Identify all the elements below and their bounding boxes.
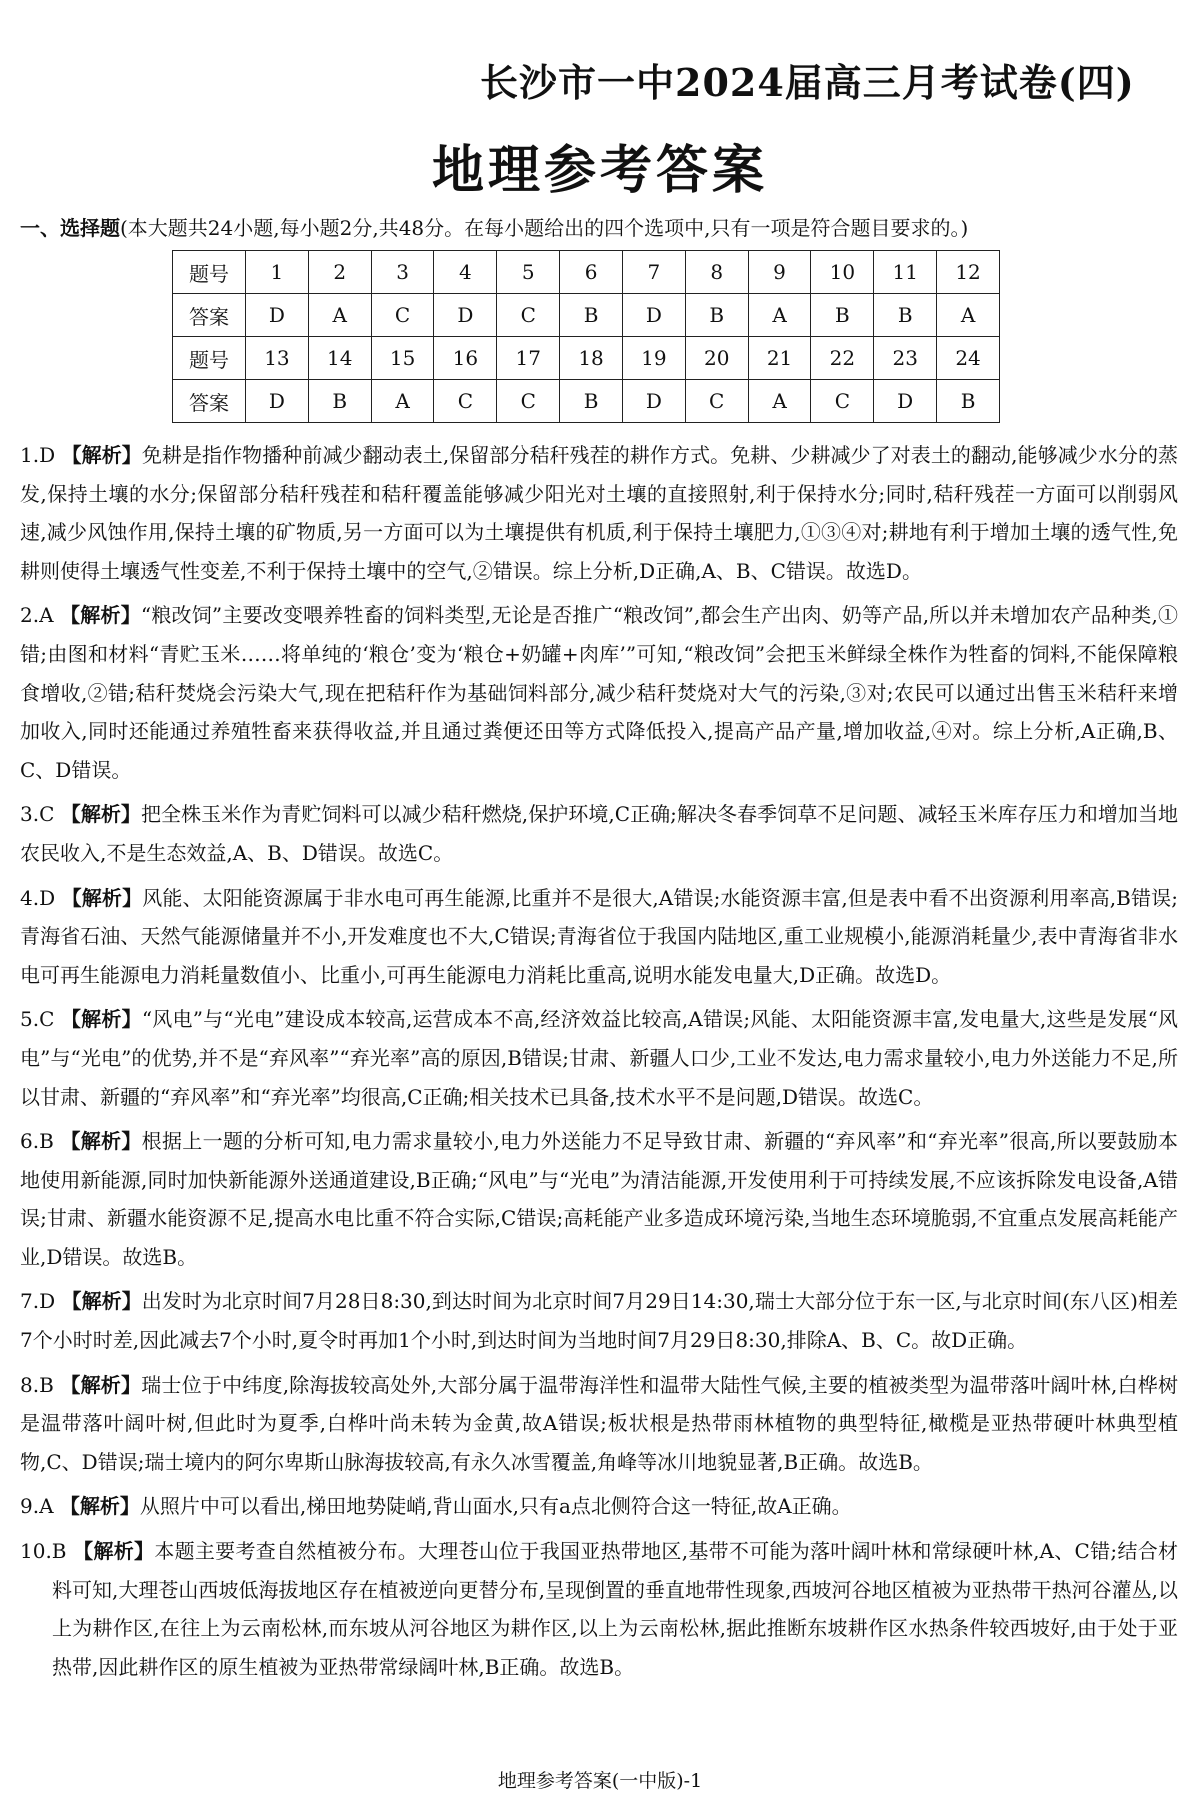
answer-table-cell: 9 [748,251,811,294]
question-answer: 9.A [20,1494,54,1519]
analysis-text: 从照片中可以看出,梯田地势陡峭,背山面水,只有a点北侧符合这一特征,故A正确。 [139,1494,852,1519]
question-answer: 6.B [20,1129,54,1154]
question-answer: 8.B [20,1372,54,1397]
section-instruction: (本大题共24小题,每小题2分,共48分。在每小题给出的四个选项中,只有一项是符合题目要求的。) [120,216,969,240]
page-title: 地理参考答案 [431,140,768,201]
answer-table-cell: 22 [811,337,874,380]
answer-table-row [173,294,1000,337]
answer-table-cell: A [748,380,811,423]
answer-table-cell: 2 [308,251,371,294]
answer-table [172,250,1000,423]
answer-table-cell: 16 [434,337,497,380]
answer-table-cell: D [434,294,497,337]
answer-table-row-label: 答案 [173,380,246,423]
explanation-item [20,1000,1178,1116]
answer-table-cell: 8 [685,251,748,294]
answer-table-cell: 12 [937,251,1000,294]
answer-table-row-label: 题号 [173,337,246,380]
answer-table-cell: D [622,294,685,337]
question-answer: 5.C [20,1007,55,1032]
analysis-text: “风电”与“光电”建设成本较高,运营成本不高,经济效益比较高,A错误;风能、太阳能资源丰富,发电量大,这些是发展“风电”与“光电”的优势,并不是“弃风率”“弃光率”高的原因,B错误;甘肃、新疆人口少,工业不发达,电力需求量较小,电力外送能力不足,所以甘肃、新疆的“弃风率”和“弃光率”均很高,C正确;相关技术已具备,技术水平不是问题,D错误。故选C。 [20,1007,1179,1109]
question-answer: 7.D [20,1289,56,1314]
answer-table-cell: 21 [748,337,811,380]
answer-table-cell: B [874,294,937,337]
answer-table-cell: 7 [622,251,685,294]
explanation-item [20,1487,1178,1526]
analysis-tag: 【解析】 [60,1372,142,1397]
answer-table-cell: A [371,380,434,423]
analysis-text: 风能、太阳能资源属于非水电可再生能源,比重并不是很大,A错误;水能资源丰富,但是表中看不出资源利用率高,B错误;青海省石油、天然气能源储量并不小,开发难度也不大,C错误;青海省位于我国内陆地区,重工业规模小,能源消耗量少,表中青海省非水电可再生能源电力消耗量数值小、比重小,可再生能源电力消耗比重高,说明水能发电量大,D正确。故选D。 [20,885,1179,987]
answer-table-row-label: 答案 [173,294,246,337]
explanation-item [20,795,1178,872]
answer-table-cell: 15 [371,337,434,380]
answer-table-cell: C [497,380,560,423]
answer-table-cell: 14 [308,337,371,380]
question-answer: 4.D [20,885,56,910]
answer-table-cell: D [874,380,937,423]
answer-table-cell: 11 [874,251,937,294]
explanation-item [20,1122,1178,1276]
analysis-tag: 【解析】 [61,885,143,910]
answer-table-cell: 1 [246,251,309,294]
analysis-tag: 【解析】 [61,1289,142,1314]
answer-table-cell: C [434,380,497,423]
answer-table-row [173,337,1000,380]
explanation-item [20,1282,1178,1359]
answer-table-cell: 23 [874,337,937,380]
question-answer: 10.B [20,1539,67,1564]
answer-table-cell: D [246,294,309,337]
answer-table-cell: B [560,380,623,423]
answer-table-cell: D [246,380,309,423]
question-answer: 3.C [20,802,55,827]
analysis-text: 出发时为北京时间7月28日8:30,到达时间为北京时间7月29日14:30,瑞士大部分位于东一区,与北京时间(东八区)相差7个小时时差,因此减去7个小时,夏令时再加1个小时,到达时间为当地时间7月29日8:30,排除A、B、C。故D正确。 [20,1289,1179,1353]
explanation-item [20,436,1178,590]
analysis-tag: 【解析】 [60,1007,142,1032]
answer-table-cell: C [497,294,560,337]
answer-table-cell: A [937,294,1000,337]
analysis-tag: 【解析】 [60,1129,142,1154]
answer-table-row [173,251,1000,294]
answer-table-cell: B [811,294,874,337]
analysis-tag: 【解析】 [60,802,141,827]
answer-table-cell: 13 [246,337,309,380]
answer-table-cell: 3 [371,251,434,294]
explanation-item [20,879,1178,995]
explanation-item [20,1532,1178,1686]
answer-table-cell: B [937,380,1000,423]
explanation-item [20,1366,1178,1482]
analysis-text: “粮改饲”主要改变喂养牲畜的饲料类型,无论是否推广“粮改饲”,都会生产出肉、奶等产品,所以并未增加农产品种类,①错;由图和材料“青贮玉米……将单纯的‘粮仓’变为‘粮仓+奶罐+肉库’”可知,“粮改饲”会把玉米鲜绿全株作为牲畜的饲料,不能保障粮食增收,②错;秸秆焚烧会污染大气,现在把秸秆作为基础饲料部分,减少秸秆焚烧对大气的污染,③对;农民可以通过出售玉米秸秆来增加收入,同时还能通过养殖牲畜来获得收益,并且通过粪便还田等方式降低投入,提高产品产量,增加收益,④对。综上分析,A正确,B、C、D错误。 [20,603,1179,782]
answer-table-row-label: 题号 [173,251,246,294]
answer-table-cell: 24 [937,337,1000,380]
answer-table-cell: B [685,294,748,337]
section-heading [20,214,1190,242]
explanation-item [20,596,1178,789]
answer-table-cell: 5 [497,251,560,294]
analysis-text: 免耕是指作物播种前减少翻动表土,保留部分秸秆残茬的耕作方式。免耕、少耕减少了对表土的翻动,能够减少水分的蒸发,保持土壤的水分;保留部分秸秆残茬和秸秆覆盖能够减少阳光对土壤的直接照射,利于保持水分;同时,秸秆残茬一方面可以削弱风速,减少风蚀作用,保持土壤的矿物质,另一方面可以为土壤提供有机质,利于保持土壤肥力,①③④对;耕地有利于增加土壤的透气性,免耕则使得土壤透气性变差,不利于保持土壤中的空气,②错误。综上分析,D正确,A、B、C错误。故选D。 [20,443,1179,583]
analysis-text: 本题主要考查自然植被分布。大理苍山位于我国亚热带地区,基带不可能为落叶阔叶林和常绿硬叶林,A、C错;结合材料可知,大理苍山西坡低海拔地区存在植被逆向更替分布,呈现倒置的垂直地带性现象,西坡河谷地区植被为亚热带干热河谷灌丛,以上为耕作区,在往上为云南松林,而东坡从河谷地区为耕作区,以上为云南松林,据此推断东坡耕作区水热条件较西坡好,由于处于亚热带,因此耕作区的原生植被为亚热带常绿阔叶林,B正确。故选B。 [52,1539,1179,1679]
answer-table-cell: 10 [811,251,874,294]
answer-table-cell: C [371,294,434,337]
analysis-tag: 【解析】 [73,1539,155,1564]
question-answer: 2.A [20,603,54,628]
answer-table-cell: 19 [622,337,685,380]
section-label: 一、选择题 [20,216,120,240]
answer-table-cell: A [748,294,811,337]
answer-table-cell: 20 [685,337,748,380]
exam-header: 长沙市一中2024届高三月考试卷(四) [480,60,1135,105]
analysis-text: 把全株玉米作为青贮饲料可以减少秸秆燃烧,保护环境,C正确;解决冬春季饲草不足问题、减轻玉米库存压力和增加当地农民收入,不是生态效益,A、B、D错误。故选C。 [20,802,1179,865]
answer-table-cell: D [622,380,685,423]
analysis-text: 瑞士位于中纬度,除海拔较高处外,大部分属于温带海洋性和温带大陆性气候,主要的植被类型为温带落叶阔叶林,白桦树是温带落叶阔叶树,但此时为夏季,白桦叶尚未转为金黄,故A错误;板状根是热带雨林植物的典型特征,橄榄是亚热带硬叶林典型植物,C、D错误;瑞士境内的阿尔卑斯山脉海拔较高,有永久冰雪覆盖,角峰等冰川地貌显著,B正确。故选B。 [20,1372,1178,1474]
answer-table-cell: 6 [560,251,623,294]
answer-table-row [173,380,1000,423]
analysis-tag: 【解析】 [59,1494,140,1519]
page-footer: 地理参考答案(一中版)-1 [497,1770,703,1792]
explanations-list [20,436,1178,1692]
answer-table-cell: 4 [434,251,497,294]
answer-table-cell: B [560,294,623,337]
analysis-text: 根据上一题的分析可知,电力需求量较小,电力外送能力不足导致甘肃、新疆的“弃风率”和“弃光率”很高,所以要鼓励本地使用新能源,同时加快新能源外送通道建设,B正确;“风电”与“光电”为清洁能源,开发使用利于可持续发展,不应该拆除发电设备,A错误;甘肃、新疆水能资源不足,提高水电比重不符合实际,C错误;高耗能产业多造成环境污染,当地生态环境脆弱,不宜重点发展高耗能产业,D错误。故选B。 [20,1129,1179,1269]
answer-table-cell: 17 [497,337,560,380]
answer-table-cell: A [308,294,371,337]
answer-table-cell: C [811,380,874,423]
answer-table-cell: 18 [560,337,623,380]
analysis-tag: 【解析】 [60,603,141,628]
question-answer: 1.D [20,443,56,467]
answer-table-cell: B [308,380,371,423]
analysis-tag: 【解析】 [61,443,142,467]
answer-table-cell: C [685,380,748,423]
